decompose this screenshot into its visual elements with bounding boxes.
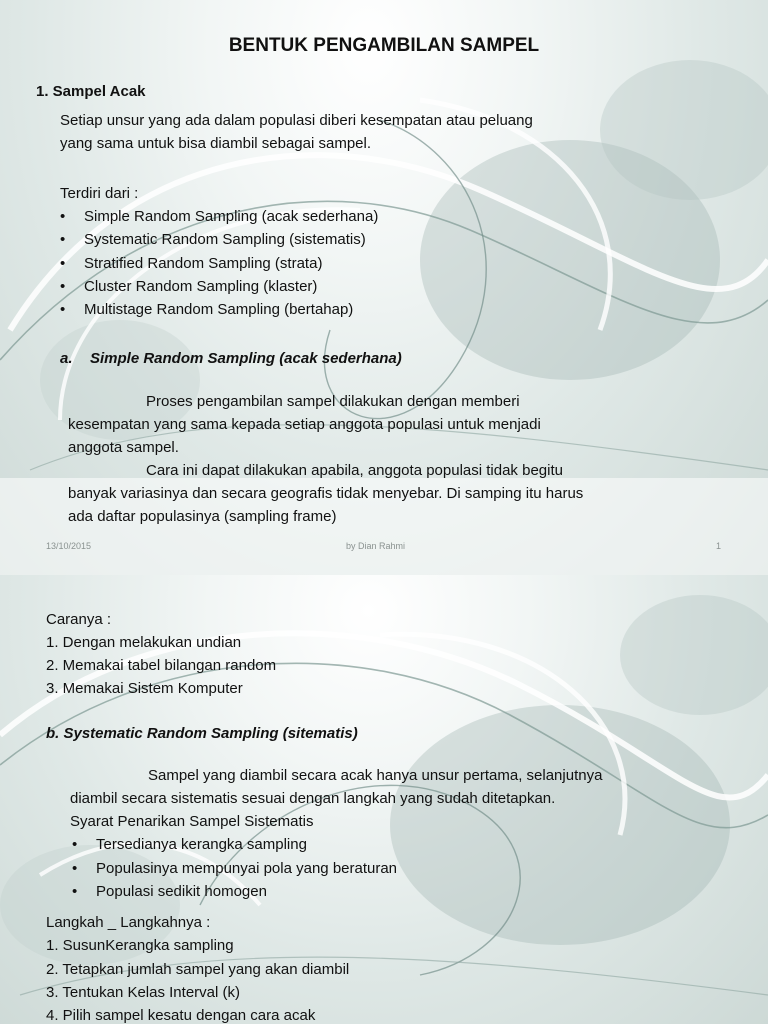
- syarat-label: Syarat Penarikan Sampel Sistematis: [70, 813, 314, 830]
- list-item: 4. Pilih sampel kesatu dengan cara acak: [46, 1007, 316, 1024]
- list-item: • Populasi sedikit homogen: [96, 880, 267, 903]
- list-item: 1. SusunKerangka sampling: [46, 937, 234, 954]
- list-item: 3. Memakai Sistem Komputer: [46, 680, 243, 697]
- paragraph-line: kesempatan yang sama kepada setiap anggota populasi untuk menjadi: [68, 416, 541, 433]
- intro-line-2: yang sama untuk bisa diambil sebagai sampel.: [60, 135, 372, 152]
- paragraph-line: ada daftar populasinya (sampling frame): [68, 508, 337, 525]
- sub-heading-marker: a.: [60, 350, 73, 367]
- slide-title: BENTUK PENGAMBILAN SAMPEL: [228, 35, 540, 56]
- footer-date: 13/10/2015: [46, 541, 92, 551]
- list-item: 3. Tentukan Kelas Interval (k): [46, 984, 240, 1001]
- paragraph-line: banyak variasinya dan secara geografis tidak menyebar. Di samping itu harus: [68, 485, 584, 502]
- caranya-label: Caranya :: [46, 611, 112, 628]
- list-item: • Cluster Random Sampling (klaster): [84, 275, 317, 298]
- paragraph-line: diambil secara sistematis sesuai dengan langkah yang sudah ditetapkan.: [70, 790, 556, 807]
- paragraph-line: Cara ini dapat dilakukan apabila, anggota populasi tidak begitu: [146, 462, 563, 479]
- footer-page-number: 1: [716, 541, 722, 551]
- list-item: 2. Memakai tabel bilangan random: [46, 657, 277, 674]
- list-item: • Tersedianya kerangka sampling: [96, 833, 307, 856]
- langkah-label: Langkah _ Langkahnya :: [46, 914, 211, 931]
- section-heading: 1. Sampel Acak: [36, 83, 146, 100]
- slide-2: [0, 575, 768, 1024]
- list-item: • Systematic Random Sampling (sistematis): [84, 228, 366, 251]
- sub-heading: Simple Random Sampling (acak sederhana): [90, 350, 402, 367]
- sub-heading: b. Systematic Random Sampling (sitematis): [46, 725, 358, 742]
- footer-author: by Dian Rahmi: [346, 541, 406, 551]
- terdiri-label: Terdiri dari :: [60, 185, 139, 202]
- paragraph-line: Proses pengambilan sampel dilakukan dengan memberi: [146, 393, 520, 410]
- intro-line-1: Setiap unsur yang ada dalam populasi diberi kesempatan atau peluang: [60, 112, 533, 129]
- list-item: • Simple Random Sampling (acak sederhana): [84, 205, 378, 228]
- list-item: 2. Tetapkan jumlah sampel yang akan diambil: [46, 961, 350, 978]
- list-item: • Multistage Random Sampling (bertahap): [84, 298, 353, 321]
- paragraph-line: Sampel yang diambil secara acak hanya unsur pertama, selanjutnya: [148, 767, 603, 784]
- list-item: • Stratified Random Sampling (strata): [84, 252, 322, 275]
- list-item: 1. Dengan melakukan undian: [46, 634, 242, 651]
- paragraph-line: anggota sampel.: [68, 439, 179, 456]
- list-item: • Populasinya mempunyai pola yang beraturan: [96, 857, 397, 880]
